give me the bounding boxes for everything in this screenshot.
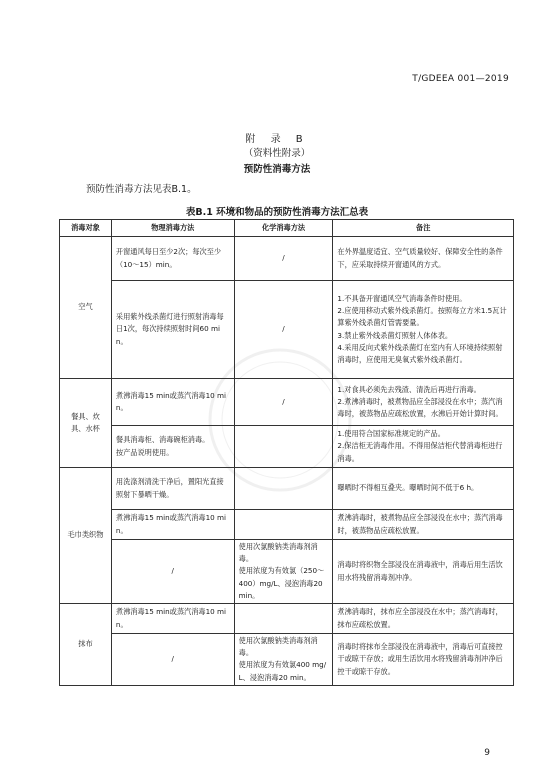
cell-chemical: 使用次氯酸钠类消毒剂消毒。 使用浓度为有效氯400 mg/L、浸泡消毒20 min。: [234, 634, 333, 686]
table-row: [60, 379, 514, 426]
table-row: [60, 468, 514, 510]
cell-notes: 曝晒时不得相互叠夹。曝晒时间不低于6 h。: [333, 468, 514, 510]
table-row: [60, 604, 514, 634]
cell-notes: 消毒时将织物全部浸没在消毒液中，消毒后用生活饮用水将残留消毒剂冲净。: [333, 540, 514, 604]
cell-chemical: /: [234, 237, 333, 281]
table-row: [60, 426, 514, 468]
cell-physical: 用洗涤剂清洗干净后，置阳光直接照射下暴晒干燥。: [111, 468, 234, 510]
appendix-name: 预防性消毒方法: [243, 164, 311, 175]
cell-notes: 消毒时将抹布全部浸没在消毒液中，消毒后可直接控干或晾干存放；或用生活饮用水将残留消毒剂冲净后控干或晾干存放。: [333, 634, 514, 686]
appendix-type: （资料性附录）: [243, 148, 311, 159]
table-caption: 表B.1 环境和物品的预防性消毒方法汇总表: [185, 207, 369, 218]
table-row: [60, 510, 514, 540]
cell-physical: 餐具消毒柜、消毒碗柜消毒。 按产品说明使用。: [111, 426, 234, 468]
header-physical: 物理消毒方法: [111, 220, 234, 237]
table-row: [60, 281, 514, 379]
cell-physical: /: [111, 634, 234, 686]
cell-chemical: 使用次氯酸钠类消毒剂消毒。 使用浓度为有效氯（250～400）mg/L、浸泡消毒20 min。: [234, 540, 333, 604]
cell-chemical-empty: [234, 604, 333, 634]
cell-notes: 在外界温度适宜、空气质量较好、保障安全性的条件下，应采取持续开窗通风的方式。: [333, 237, 514, 281]
table-row: [60, 237, 514, 281]
cell-object: 空气: [60, 237, 112, 379]
cell-object: 毛巾类织物: [60, 468, 112, 604]
cell-physical: 煮沸消毒15 min或蒸汽消毒10 min。: [111, 604, 234, 634]
cell-object: 餐具、炊具、水杯: [60, 379, 112, 468]
header-chemical: 化学消毒方法: [234, 220, 333, 237]
cell-chemical-empty: [234, 510, 333, 540]
table-row: [60, 634, 514, 686]
cell-physical: 开窗通风每日至少2次；每次至少（10～15）min。: [111, 237, 234, 281]
cell-chemical: /: [234, 281, 333, 379]
disinfection-table: [59, 219, 514, 686]
cell-physical: 煮沸消毒15 min或蒸汽消毒10 min。: [111, 379, 234, 426]
page-number: 9: [484, 748, 490, 758]
cell-notes: 1.使用符合国家标准规定的产品。 2.保洁柜无消毒作用。不得用保洁柜代替消毒柜进行消毒。: [333, 426, 514, 468]
intro-paragraph: 预防性消毒方法见表B.1。: [86, 184, 197, 195]
cell-physical: 采用紫外线杀菌灯进行照射消毒每日1次，每次持续照射时间60 min。: [111, 281, 234, 379]
document-number: T/GDEEA 001—2019: [412, 74, 509, 84]
cell-physical: 煮沸消毒15 min或蒸汽消毒10 min。: [111, 510, 234, 540]
cell-chemical-empty: [234, 468, 333, 510]
cell-notes: 煮沸消毒时，被煮物品应全部浸没在水中；蒸汽消毒时，被蒸物品应疏松放置。: [333, 510, 514, 540]
table-header-row: [60, 220, 514, 237]
cell-chemical: /: [234, 379, 333, 426]
header-object: 消毒对象: [60, 220, 112, 237]
cell-notes: 1.不具备开窗通风空气消毒条件时使用。 2.应使用移动式紫外线杀菌灯。按照每立方米1.5瓦计算紫外线杀菌灯管需要量。 3.禁止紫外线杀菌灯照射人体体表。 4.采用反向式紫外线杀菌灯在室内有人环境持续照射消毒时，应使用无臭氧式紫外线杀菌灯。: [333, 281, 514, 379]
cell-notes: 1.对食具必须先去残渣、清洗后再进行消毒。 2.煮沸消毒时，被煮物品应全部浸没在水中；蒸汽消毒时，被蒸物品应疏松放置，水沸后开始计算时间。: [333, 379, 514, 426]
appendix-title: 附 录 B: [245, 134, 309, 145]
cell-notes: 煮沸消毒时，抹布应全部浸没在水中；蒸汽消毒时，抹布应疏松放置。: [333, 604, 514, 634]
table-row: [60, 540, 514, 604]
header-notes: 备注: [333, 220, 514, 237]
cell-chemical-empty: [234, 426, 333, 468]
cell-object: 抹布: [60, 604, 112, 686]
cell-physical: /: [111, 540, 234, 604]
